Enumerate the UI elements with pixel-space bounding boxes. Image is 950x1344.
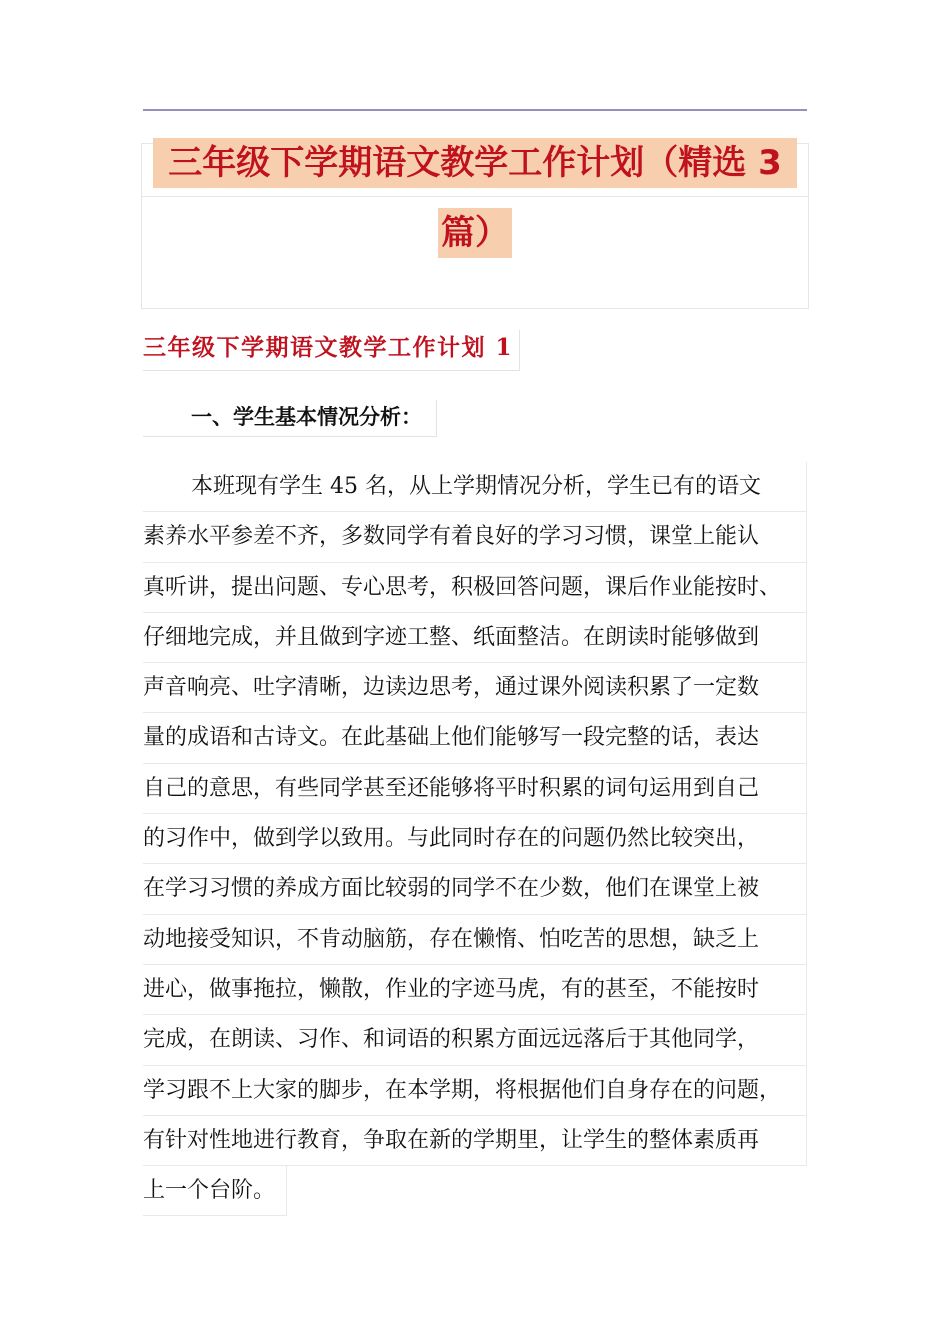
section-heading: 三年级下学期语文教学工作计划 1 — [143, 330, 520, 371]
paragraph-line: 素养水平参差不齐，多数同学有着良好的学习习惯，课堂上能认 — [143, 512, 807, 562]
title-divider — [141, 196, 809, 197]
paragraph-line: 有针对性地进行教育，争取在新的学期里，让学生的整体素质再 — [143, 1116, 807, 1166]
paragraph-line: 声音响亮、吐字清晰，边读边思考，通过课外阅读积累了一定数 — [143, 663, 807, 713]
paragraph-line: 真听讲，提出问题、专心思考，积极回答问题，课后作业能按时、 — [143, 563, 807, 613]
paragraph-line: 上一个台阶。 — [143, 1166, 287, 1216]
body-paragraph — [143, 462, 823, 1216]
paragraph-line: 仔细地完成，并且做到字迹工整、纸面整洁。在朗读时能够做到 — [143, 613, 807, 663]
paragraph-line: 的习作中，做到学以致用。与此同时存在的问题仍然比较突出， — [143, 814, 807, 864]
subheading: 一、学生基本情况分析： — [143, 400, 437, 437]
paragraph-line: 自己的意思，有些同学甚至还能够将平时积累的词句运用到自己 — [143, 764, 807, 814]
top-rule — [143, 109, 807, 111]
document-title-line-2: 篇） — [438, 208, 512, 258]
paragraph-line: 本班现有学生 45 名，从上学期情况分析，学生已有的语文 — [143, 462, 807, 512]
paragraph-line: 进心，做事拖拉，懒散，作业的字迹马虎，有的甚至，不能按时 — [143, 965, 807, 1015]
paragraph-line: 学习跟不上大家的脚步，在本学期，将根据他们自身存在的问题， — [143, 1066, 807, 1116]
paragraph-line: 量的成语和古诗文。在此基础上他们能够写一段完整的话，表达 — [143, 713, 807, 763]
paragraph-line: 动地接受知识，不肯动脑筋，存在懒惰、怕吃苦的思想，缺乏上 — [143, 915, 807, 965]
document-title-line-1: 三年级下学期语文教学工作计划（精选 3 — [153, 138, 797, 188]
paragraph-line: 在学习习惯的养成方面比较弱的同学不在少数，他们在课堂上被 — [143, 864, 807, 914]
paragraph-line: 完成，在朗读、习作、和词语的积累方面远远落后于其他同学， — [143, 1015, 807, 1065]
